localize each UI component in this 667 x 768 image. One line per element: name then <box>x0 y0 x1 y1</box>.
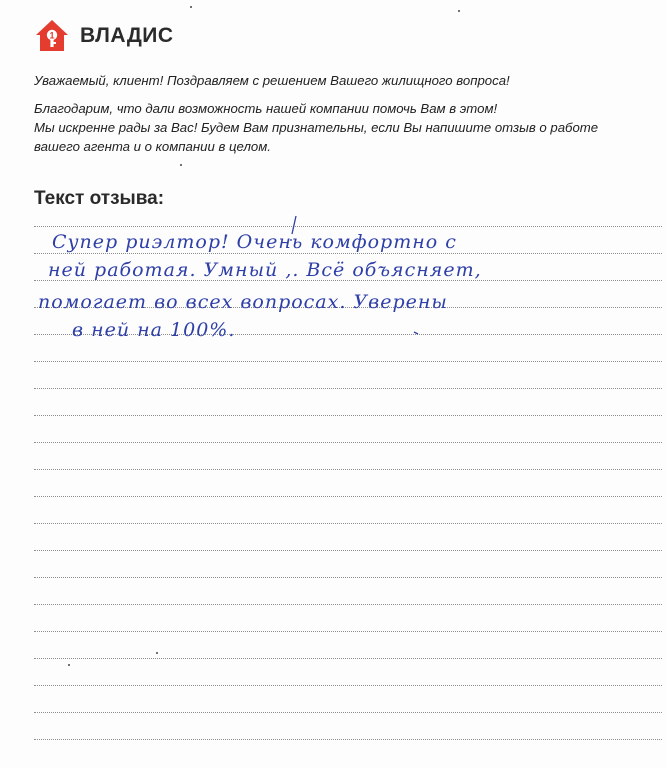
writing-line <box>34 685 662 686</box>
paper-speck <box>458 10 460 12</box>
writing-line <box>34 550 662 551</box>
ink-flourish <box>414 332 418 334</box>
paper-speck <box>190 6 192 8</box>
writing-line <box>34 388 662 389</box>
thanks-line: Благодарим, что дали возможность нашей компании помочь Вам в этом! <box>34 101 498 116</box>
handwritten-line: ней работая. Умный ,. Всё объясняет, <box>48 259 482 281</box>
thanks-line: вашего агента и о компании в целом. <box>34 139 271 154</box>
review-label: Текст отзыва: <box>34 188 165 209</box>
writing-line <box>34 604 662 605</box>
handwritten-review <box>34 212 664 352</box>
writing-line <box>34 712 662 713</box>
paper-speck <box>180 164 182 166</box>
writing-line <box>34 523 662 524</box>
writing-lines <box>34 0 662 768</box>
handwritten-line: в ней на 100%. <box>72 319 236 341</box>
writing-line <box>34 496 662 497</box>
handwritten-line: помогает во всех вопросах. Уверены <box>38 291 448 313</box>
thanks-line: Мы искренне рады за Вас! Будем Вам признательны, если Вы напишите отзыв о работе <box>34 120 599 135</box>
handwritten-line: Супер риэлтор! Очень комфортно с <box>52 231 457 253</box>
writing-line <box>34 577 662 578</box>
paper-speck <box>156 652 158 654</box>
svg-text:1: 1 <box>49 30 55 41</box>
greeting-text: Уважаемый, клиент! Поздравляем с решением Вашего жилищного вопроса! <box>34 73 510 88</box>
writing-line <box>34 361 662 362</box>
paper-speck <box>68 664 70 666</box>
writing-line <box>34 739 662 740</box>
writing-line <box>34 631 662 632</box>
writing-line <box>34 658 662 659</box>
writing-line <box>34 442 662 443</box>
writing-line <box>34 469 662 470</box>
writing-line <box>34 415 662 416</box>
brand-name: ВЛАДИС <box>80 24 174 47</box>
